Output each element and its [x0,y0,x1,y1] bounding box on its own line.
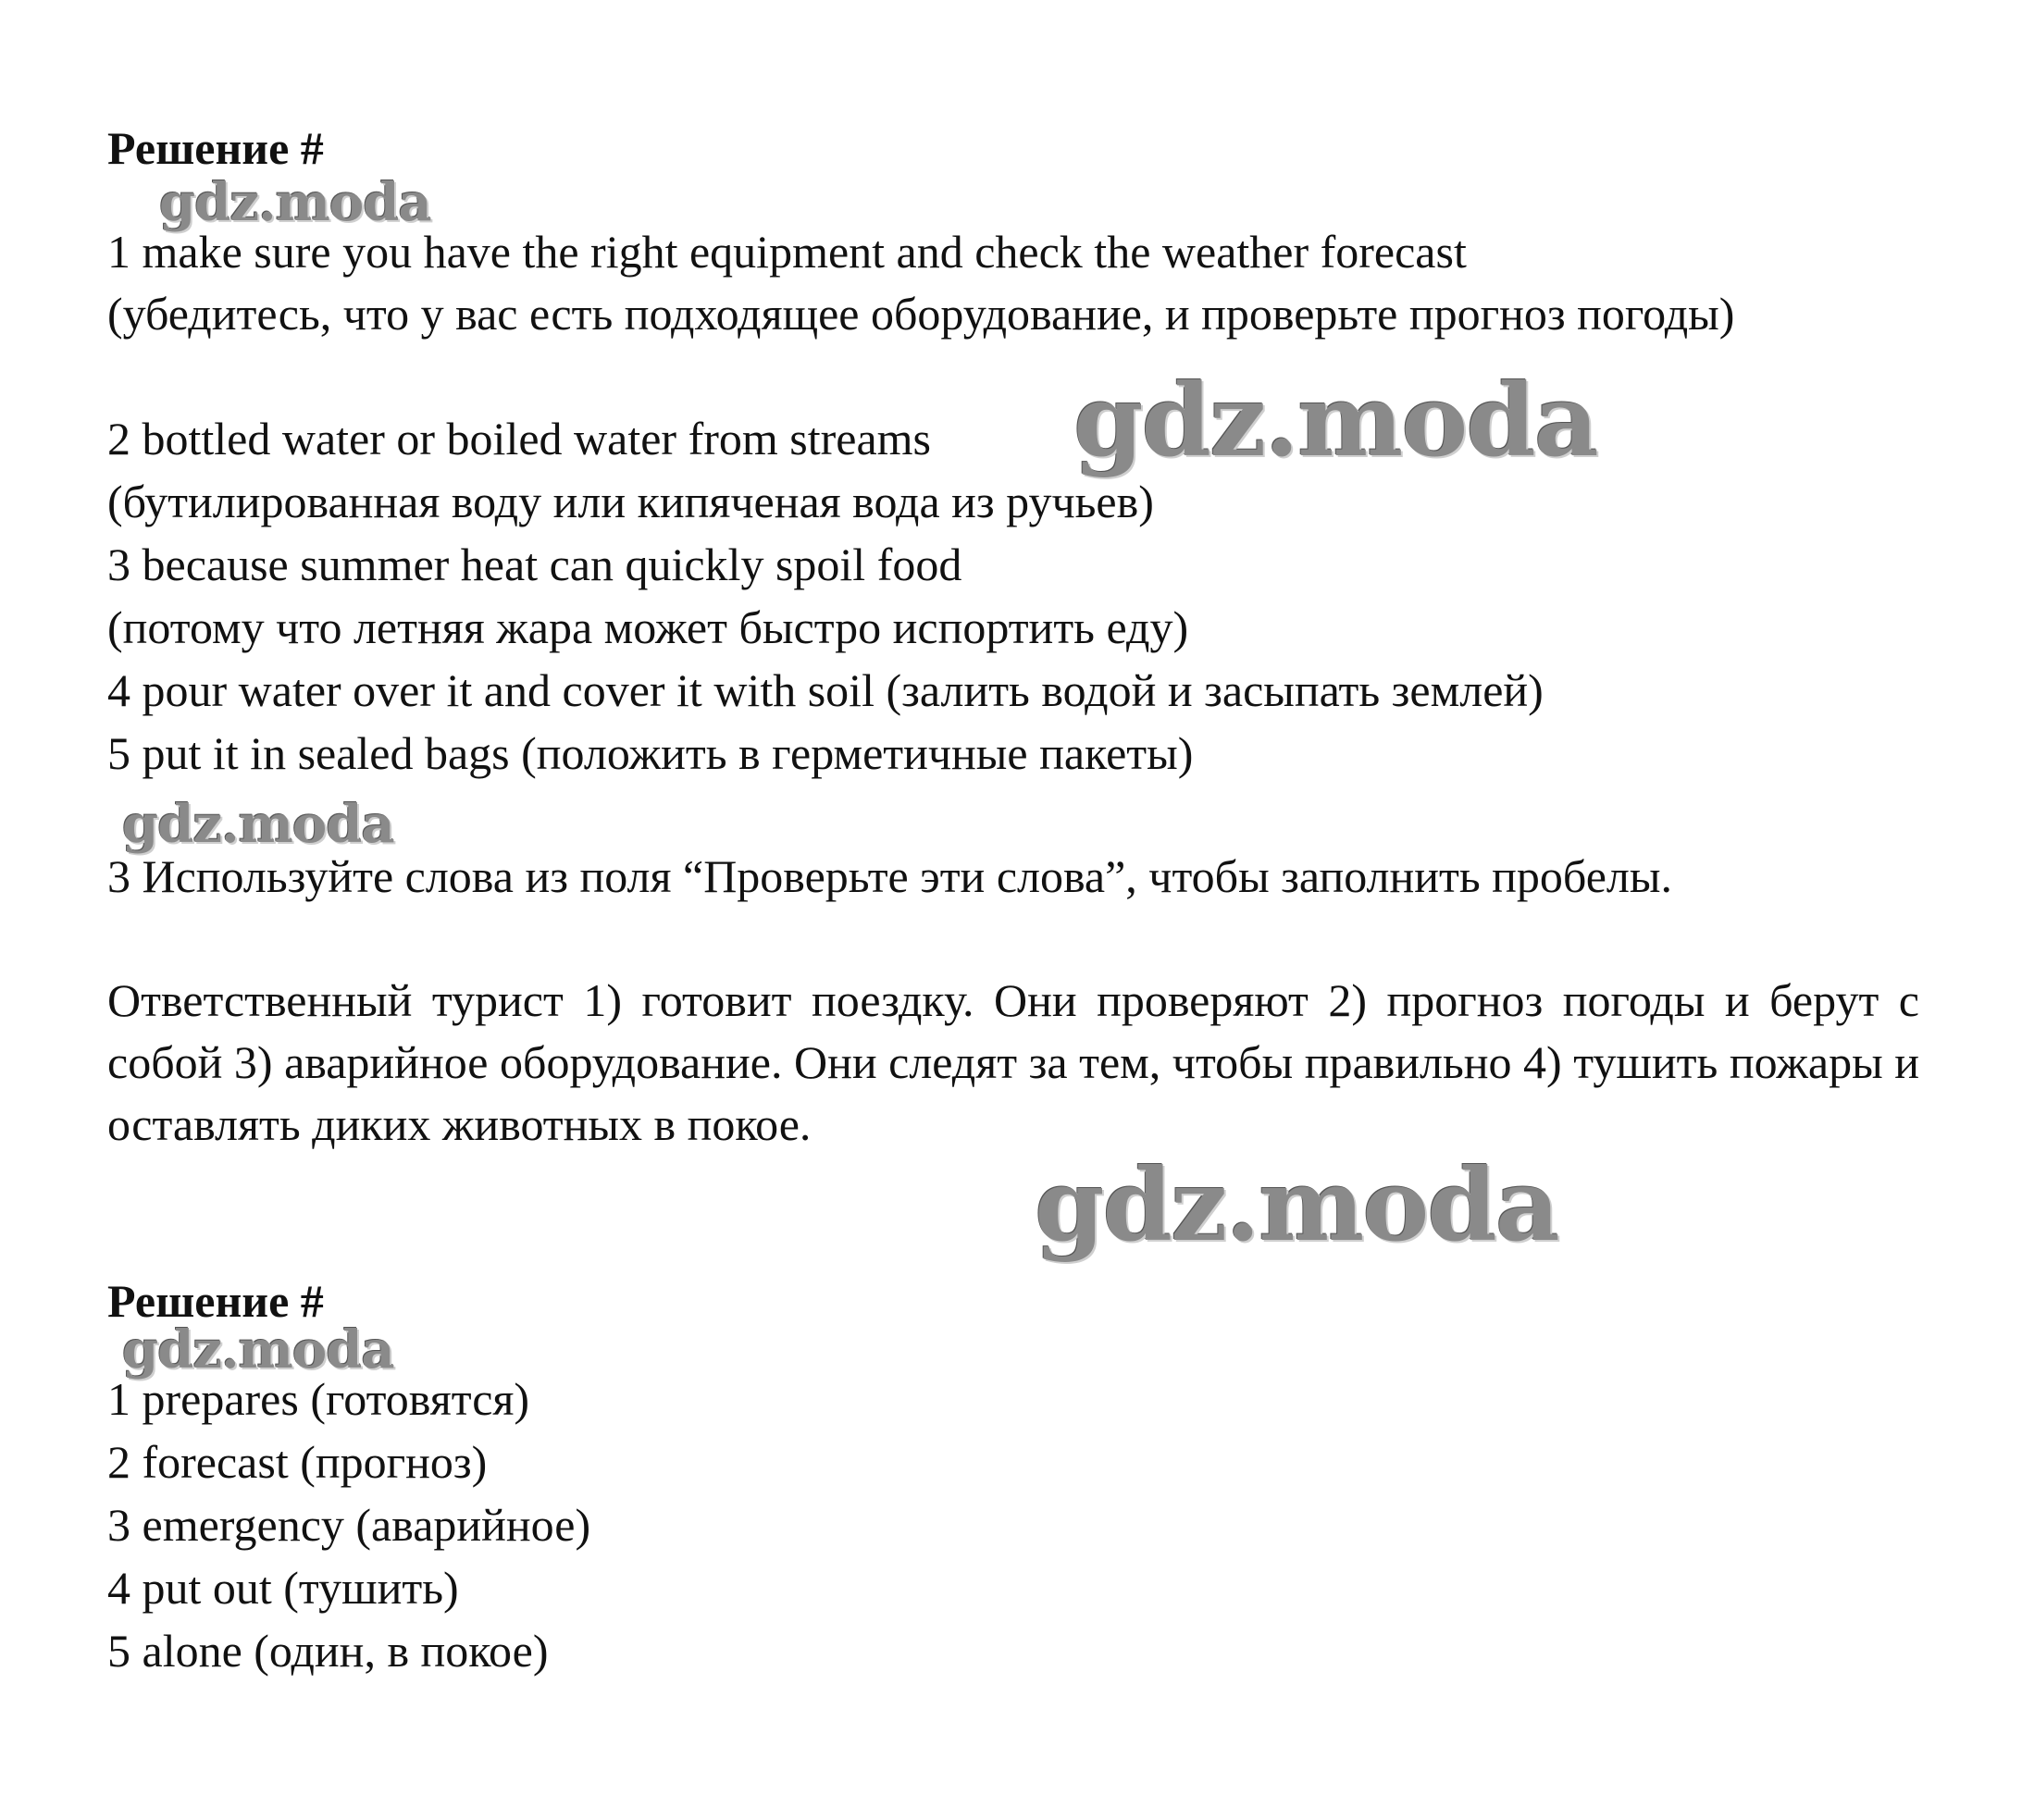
answer-line-1: 1 make sure you have the right equipment and check the weather forecast [107,226,1467,278]
answer-translation-2: (бутилированная воду или кипяченая вода из ручьев) [107,476,1154,527]
solution-heading-2: Решение # [107,1275,324,1327]
answer-item-1: 1 prepares (готовятся) [107,1373,530,1425]
answer-translation-1: (убедитесь, что у вас есть подходящее оборудование, и проверьте прогноз погоды) [107,288,1735,340]
answer-line-5: 5 put it in sealed bags (положить в герметичные пакеты) [107,727,1194,779]
watermark-logo-3: gdz.moda [122,1319,394,1380]
answer-line-3: 3 because summer heat can quickly spoil food [107,539,962,590]
watermark-logo-large-1: gdz.moda [1073,363,1597,479]
exercise-instruction: 3 Используйте слова из поля “Проверьте эти слова”, чтобы заполнить пробелы. [107,850,1672,902]
answer-item-4: 4 put out (тушить) [107,1562,459,1614]
answer-item-5: 5 alone (один, в покое) [107,1625,549,1677]
exercise-text: Ответственный турист 1) готовит поездку. Они проверяют 2) прогноз погоды и берут с собой 3) аварийное оборудование. Они следят за тем, чтобы правильно 4) тушить пожары и оставлять диких животных в покое. [107,974,1919,1150]
watermark-logo-2: gdz.moda [122,794,394,855]
answer-translation-3: (потому что летняя жара может быстро испортить еду) [107,601,1189,653]
watermark-logo-large-2: gdz.moda [1035,1147,1558,1264]
answer-item-3: 3 emergency (аварийное) [107,1499,591,1551]
watermark-logo-1: gdz.moda [159,172,431,233]
answer-line-2: 2 bottled water or boiled water from streams [107,413,931,464]
solution-heading-1: Решение # [107,122,324,174]
answer-line-4: 4 pour water over it and cover it with soil (залить водой и засыпать землей) [107,664,1544,716]
answer-item-2: 2 forecast (прогноз) [107,1436,488,1488]
